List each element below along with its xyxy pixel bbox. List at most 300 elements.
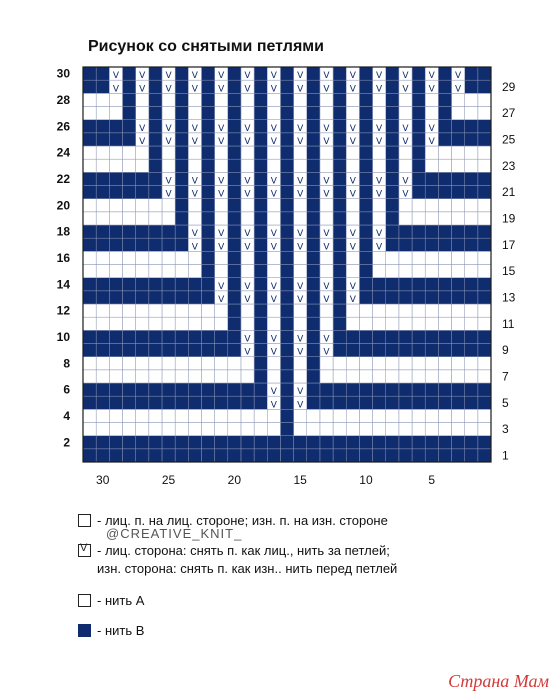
chart-cell xyxy=(307,370,320,383)
chart-cell xyxy=(109,172,122,185)
slip-stitch-symbol: V xyxy=(323,295,330,306)
chart-cell xyxy=(83,344,96,357)
slip-stitch-symbol: V xyxy=(191,229,198,240)
slip-stitch-symbol: V xyxy=(139,84,146,95)
row-label-left: 12 xyxy=(56,303,70,318)
chart-cell xyxy=(96,383,109,396)
chart-cell xyxy=(333,370,346,383)
chart-cell xyxy=(254,317,267,330)
chart-cell xyxy=(188,383,201,396)
chart-cell xyxy=(136,278,149,291)
chart-cell xyxy=(465,146,478,159)
chart-cell xyxy=(109,409,122,422)
chart-cell xyxy=(478,436,491,449)
chart-cell xyxy=(307,199,320,212)
chart-cell xyxy=(425,370,438,383)
chart-cell xyxy=(478,265,491,278)
chart-cell xyxy=(478,449,491,462)
chart-cell xyxy=(333,146,346,159)
chart-cell xyxy=(254,409,267,422)
chart-cell xyxy=(359,449,372,462)
row-label-left: 26 xyxy=(56,119,70,134)
slip-stitch-symbol: V xyxy=(165,84,172,95)
row-label-left: 4 xyxy=(63,408,70,423)
slip-stitch-symbol: V xyxy=(244,176,251,187)
chart-cell xyxy=(254,251,267,264)
chart-cell xyxy=(307,436,320,449)
chart-cell xyxy=(333,199,346,212)
chart-cell xyxy=(373,370,386,383)
chart-cell xyxy=(109,133,122,146)
chart-cell xyxy=(162,238,175,251)
chart-cell xyxy=(307,107,320,120)
chart-cell xyxy=(162,436,175,449)
chart-cell xyxy=(465,317,478,330)
slip-stitch-symbol: V xyxy=(218,71,225,82)
chart-cell xyxy=(228,67,241,80)
chart-cell xyxy=(254,344,267,357)
chart-cell xyxy=(320,409,333,422)
chart-cell xyxy=(320,304,333,317)
chart-cell xyxy=(122,357,135,370)
row-label-left: 8 xyxy=(63,356,70,371)
slip-symbol: V xyxy=(80,542,88,554)
chart-cell xyxy=(175,120,188,133)
chart-cell xyxy=(346,396,359,409)
chart-cell xyxy=(333,67,346,80)
chart-cell xyxy=(280,225,293,238)
slip-stitch-symbol: V xyxy=(297,189,304,200)
slip-stitch-symbol: V xyxy=(165,71,172,82)
chart-cell xyxy=(346,357,359,370)
chart-cell xyxy=(478,172,491,185)
chart-cell xyxy=(307,120,320,133)
chart-cell xyxy=(294,370,307,383)
chart-cell xyxy=(175,317,188,330)
chart-cell xyxy=(346,449,359,462)
chart-cell xyxy=(452,344,465,357)
chart-cell xyxy=(438,67,451,80)
chart-cell xyxy=(122,146,135,159)
chart-cell xyxy=(399,330,412,343)
chart-cell xyxy=(254,172,267,185)
chart-cell xyxy=(465,330,478,343)
chart-cell xyxy=(241,251,254,264)
chart-cell xyxy=(109,120,122,133)
chart-cell xyxy=(399,251,412,264)
chart-cell xyxy=(175,80,188,93)
chart-cell xyxy=(438,93,451,106)
slip-stitch-symbol: V xyxy=(349,71,356,82)
chart-cell xyxy=(136,423,149,436)
chart-cell xyxy=(359,238,372,251)
chart-cell xyxy=(149,278,162,291)
chart-cell xyxy=(320,357,333,370)
slip-stitch-symbol: V xyxy=(191,242,198,253)
chart-cell xyxy=(452,238,465,251)
chart-cell xyxy=(149,449,162,462)
chart-cell xyxy=(162,383,175,396)
chart-cell xyxy=(452,304,465,317)
chart-cell xyxy=(201,370,214,383)
chart-cell xyxy=(412,396,425,409)
chart-cell xyxy=(294,199,307,212)
chart-cell xyxy=(386,107,399,120)
column-label: 20 xyxy=(227,473,242,487)
chart-cell xyxy=(267,251,280,264)
chart-cell xyxy=(465,212,478,225)
chart-cell xyxy=(399,304,412,317)
chart-cell xyxy=(373,396,386,409)
chart-cell xyxy=(280,186,293,199)
slip-stitch-symbol: V xyxy=(244,229,251,240)
chart-cell xyxy=(149,291,162,304)
chart-cell xyxy=(254,133,267,146)
chart-cell xyxy=(373,251,386,264)
chart-cell xyxy=(96,330,109,343)
slip-stitch-symbol: V xyxy=(349,281,356,292)
chart-cell xyxy=(320,93,333,106)
chart-cell xyxy=(109,212,122,225)
slip-stitch-symbol: V xyxy=(270,295,277,306)
chart-cell xyxy=(136,357,149,370)
chart-cell xyxy=(359,278,372,291)
chart-cell xyxy=(465,436,478,449)
chart-cell xyxy=(228,357,241,370)
slip-stitch-symbol: V xyxy=(270,229,277,240)
chart-cell xyxy=(228,449,241,462)
chart-cell xyxy=(359,159,372,172)
chart-cell xyxy=(122,199,135,212)
chart-cell xyxy=(254,330,267,343)
chart-cell xyxy=(162,291,175,304)
chart-cell xyxy=(188,449,201,462)
chart-cell xyxy=(478,107,491,120)
chart-cell xyxy=(280,265,293,278)
chart-cell xyxy=(294,304,307,317)
chart-cell xyxy=(412,186,425,199)
chart-cell xyxy=(83,238,96,251)
chart-cell xyxy=(399,436,412,449)
chart-cell xyxy=(333,409,346,422)
row-label-left: 22 xyxy=(56,171,70,186)
slip-stitch-symbol: V xyxy=(297,242,304,253)
chart-cell xyxy=(149,186,162,199)
chart-cell xyxy=(386,133,399,146)
chart-cell xyxy=(333,278,346,291)
chart-cell xyxy=(452,449,465,462)
slip-stitch-symbol: V xyxy=(297,229,304,240)
chart-cell xyxy=(136,238,149,251)
chart-cell xyxy=(96,107,109,120)
chart-cell xyxy=(109,278,122,291)
chart-cell xyxy=(162,146,175,159)
chart-cell xyxy=(412,291,425,304)
chart-cell xyxy=(478,396,491,409)
chart-cell xyxy=(333,133,346,146)
chart-cell xyxy=(175,93,188,106)
chart-cell xyxy=(254,357,267,370)
chart-cell xyxy=(241,449,254,462)
chart-cell xyxy=(136,251,149,264)
chart-cell xyxy=(386,278,399,291)
chart-cell xyxy=(136,265,149,278)
chart-cell xyxy=(96,291,109,304)
chart-cell xyxy=(425,383,438,396)
chart-cell xyxy=(241,423,254,436)
chart-cell xyxy=(412,383,425,396)
chart-cell xyxy=(162,251,175,264)
chart-cell xyxy=(412,357,425,370)
chart-cell xyxy=(399,93,412,106)
chart-cell xyxy=(294,159,307,172)
chart-cell xyxy=(478,291,491,304)
row-label-right: 19 xyxy=(502,211,516,226)
chart-cell xyxy=(83,251,96,264)
slip-stitch-symbol: V xyxy=(218,189,225,200)
chart-cell xyxy=(359,423,372,436)
chart-cell xyxy=(241,409,254,422)
chart-cell xyxy=(412,107,425,120)
chart-cell xyxy=(122,409,135,422)
chart-cell xyxy=(83,225,96,238)
slip-stitch-symbol: V xyxy=(165,176,172,187)
chart-cell xyxy=(136,304,149,317)
chart-cell xyxy=(452,212,465,225)
chart-cell xyxy=(267,146,280,159)
chart-cell xyxy=(386,317,399,330)
chart-cell xyxy=(175,278,188,291)
chart-cell xyxy=(175,304,188,317)
chart-cell xyxy=(188,304,201,317)
chart-cell xyxy=(83,370,96,383)
chart-cell xyxy=(215,212,228,225)
chart-cell xyxy=(359,120,372,133)
chart-cell xyxy=(122,80,135,93)
chart-cell xyxy=(399,383,412,396)
chart-cell xyxy=(373,107,386,120)
chart-cell xyxy=(175,423,188,436)
chart-cell xyxy=(386,199,399,212)
slip-stitch-symbol: V xyxy=(191,176,198,187)
chart-cell xyxy=(294,251,307,264)
chart-cell xyxy=(333,172,346,185)
chart-cell xyxy=(452,317,465,330)
column-label: 15 xyxy=(293,473,307,487)
slip-stitch-symbol: V xyxy=(323,137,330,148)
watermark-text: @CREATIVE_KNIT_ xyxy=(106,526,243,541)
chart-cell xyxy=(136,212,149,225)
chart-cell xyxy=(83,304,96,317)
chart-cell xyxy=(201,383,214,396)
chart-cell xyxy=(149,93,162,106)
chart-cell xyxy=(399,199,412,212)
chart-cell xyxy=(373,330,386,343)
chart-cell xyxy=(201,186,214,199)
chart-cell xyxy=(188,146,201,159)
chart-cell xyxy=(346,370,359,383)
chart-cell xyxy=(373,449,386,462)
slip-stitch-symbol: V xyxy=(402,84,409,95)
slip-stitch-symbol: V xyxy=(270,281,277,292)
chart-cell xyxy=(346,383,359,396)
chart-cell xyxy=(452,225,465,238)
slip-stitch-symbol: V xyxy=(323,347,330,358)
chart-cell xyxy=(465,278,478,291)
chart-cell xyxy=(452,146,465,159)
chart-cell xyxy=(280,396,293,409)
slip-stitch-symbol: V xyxy=(376,189,383,200)
chart-cell xyxy=(438,304,451,317)
chart-cell xyxy=(96,80,109,93)
chart-cell xyxy=(162,107,175,120)
chart-cell xyxy=(307,146,320,159)
chart-cell xyxy=(254,199,267,212)
chart-cell xyxy=(241,199,254,212)
slip-stitch-symbol: V xyxy=(323,123,330,134)
chart-cell xyxy=(96,93,109,106)
slip-stitch-symbol: V xyxy=(270,242,277,253)
chart-cell xyxy=(412,120,425,133)
chart-cell xyxy=(109,291,122,304)
chart-cell xyxy=(122,107,135,120)
slip-stitch-symbol: V xyxy=(376,229,383,240)
slip-stitch-symbol: V xyxy=(297,400,304,411)
chart-cell xyxy=(83,159,96,172)
row-label-right: 17 xyxy=(502,237,516,252)
chart-cell xyxy=(280,436,293,449)
slip-stitch-symbol: V xyxy=(244,242,251,253)
chart-cell xyxy=(399,344,412,357)
chart-cell xyxy=(294,93,307,106)
chart-cell xyxy=(438,396,451,409)
chart-cell xyxy=(136,409,149,422)
chart-cell xyxy=(96,225,109,238)
chart-cell xyxy=(149,172,162,185)
chart-cell xyxy=(149,107,162,120)
chart-cell xyxy=(122,120,135,133)
chart-cell xyxy=(96,357,109,370)
chart-cell xyxy=(201,330,214,343)
chart-cell xyxy=(386,186,399,199)
slip-stitch-symbol: V xyxy=(112,84,119,95)
chart-cell xyxy=(386,172,399,185)
chart-cell xyxy=(399,449,412,462)
chart-cell xyxy=(465,133,478,146)
slip-stitch-symbol: V xyxy=(244,295,251,306)
chart-cell xyxy=(215,396,228,409)
chart-cell xyxy=(136,383,149,396)
chart-cell xyxy=(149,330,162,343)
chart-cell xyxy=(478,159,491,172)
chart-cell xyxy=(149,344,162,357)
chart-cell xyxy=(228,330,241,343)
chart-cell xyxy=(359,212,372,225)
chart-cell xyxy=(254,370,267,383)
chart-cell xyxy=(280,199,293,212)
slip-stitch-symbol: V xyxy=(191,137,198,148)
chart-cell xyxy=(425,186,438,199)
chart-cell xyxy=(188,291,201,304)
chart-cell xyxy=(96,67,109,80)
chart-cell xyxy=(175,265,188,278)
chart-cell xyxy=(280,212,293,225)
chart-cell xyxy=(175,212,188,225)
chart-cell xyxy=(307,159,320,172)
chart-cell xyxy=(136,449,149,462)
chart-cell xyxy=(201,291,214,304)
chart-cell xyxy=(149,304,162,317)
chart-cell xyxy=(136,172,149,185)
chart-cell xyxy=(478,370,491,383)
chart-cell xyxy=(228,370,241,383)
chart-cell xyxy=(254,67,267,80)
chart-cell xyxy=(280,317,293,330)
chart-cell xyxy=(425,278,438,291)
chart-cell xyxy=(438,344,451,357)
chart-cell xyxy=(280,120,293,133)
chart-cell xyxy=(109,199,122,212)
chart-cell xyxy=(425,265,438,278)
chart-cell xyxy=(307,67,320,80)
chart-cell xyxy=(215,383,228,396)
chart-cell xyxy=(122,383,135,396)
chart-cell xyxy=(307,344,320,357)
chart-cell xyxy=(373,344,386,357)
chart-cell xyxy=(228,199,241,212)
legend-yarn-a-item xyxy=(78,592,144,610)
chart-cell xyxy=(201,317,214,330)
row-label-right: 11 xyxy=(502,316,515,331)
chart-cell xyxy=(175,186,188,199)
chart-cell xyxy=(386,238,399,251)
chart-cell xyxy=(359,107,372,120)
chart-cell xyxy=(109,238,122,251)
chart-cell xyxy=(425,396,438,409)
chart-cell xyxy=(386,212,399,225)
chart-cell xyxy=(215,357,228,370)
chart-cell xyxy=(201,133,214,146)
chart-cell xyxy=(149,265,162,278)
chart-cell xyxy=(254,238,267,251)
row-label-left: 24 xyxy=(56,145,70,160)
row-label-right: 15 xyxy=(502,264,516,279)
chart-cell xyxy=(267,212,280,225)
chart-cell xyxy=(241,265,254,278)
chart-cell xyxy=(359,344,372,357)
chart-cell xyxy=(333,251,346,264)
chart-cell xyxy=(294,449,307,462)
chart-cell xyxy=(280,383,293,396)
chart-cell xyxy=(83,186,96,199)
chart-cell xyxy=(386,344,399,357)
chart-cell xyxy=(386,265,399,278)
slip-stitch-symbol: V xyxy=(349,176,356,187)
chart-cell xyxy=(83,357,96,370)
column-label: 5 xyxy=(428,473,436,487)
chart-cell xyxy=(438,423,451,436)
chart-cell xyxy=(399,370,412,383)
chart-cell xyxy=(359,317,372,330)
chart-cell xyxy=(96,146,109,159)
chart-cell xyxy=(83,291,96,304)
chart-cell xyxy=(478,357,491,370)
chart-cell xyxy=(320,251,333,264)
chart-cell xyxy=(280,251,293,264)
chart-cell xyxy=(333,107,346,120)
chart-cell xyxy=(149,120,162,133)
chart-cell xyxy=(373,159,386,172)
